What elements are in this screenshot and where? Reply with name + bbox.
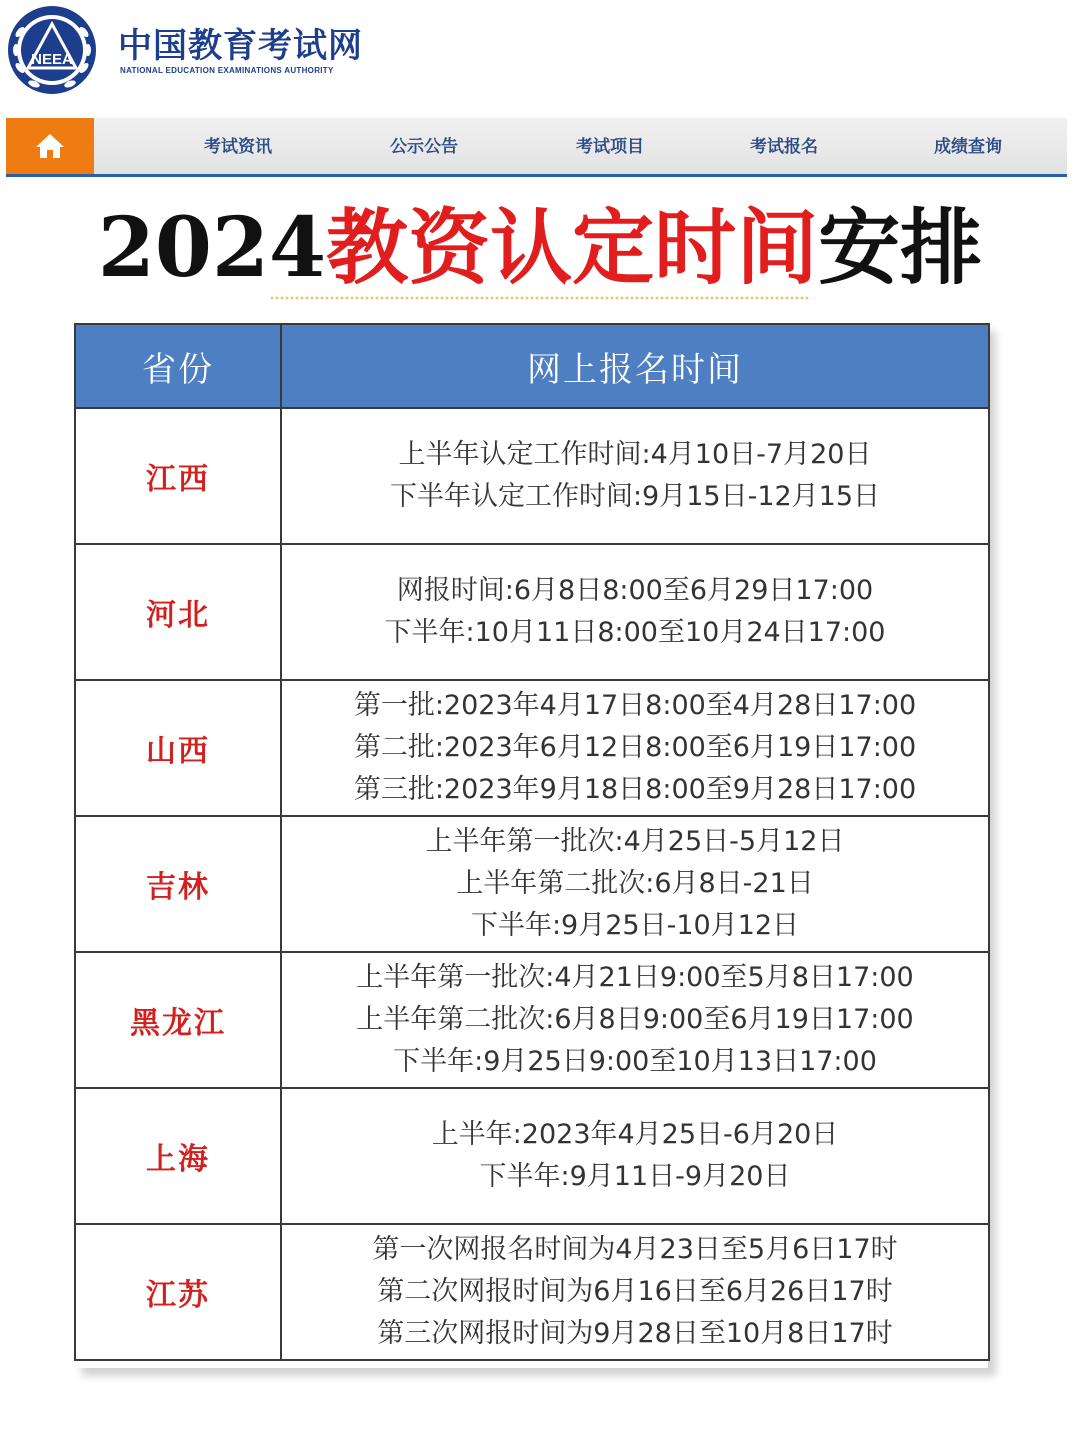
table-body [75, 408, 989, 1360]
province-cell: 吉林 [75, 816, 281, 952]
registration-time-cell [281, 816, 989, 952]
registration-time-cell [281, 1088, 989, 1224]
time-line: 下半年:9月25日-10月12日 [470, 910, 800, 941]
time-line: 下半年认定工作时间:9月15日-12月15日 [389, 481, 881, 512]
registration-time-cell [281, 680, 989, 816]
province-cell: 江苏 [75, 1224, 281, 1360]
time-line: 第一批:2023年4月17日8:00至4月28日17:00 [353, 690, 917, 721]
registration-time-cell [281, 408, 989, 544]
time-line: 第一次网报名时间为4月23日至5月6日17时 [372, 1234, 898, 1265]
title-year: 2024 [97, 200, 327, 296]
time-line: 上半年:2023年4月25日-6月20日 [431, 1119, 839, 1150]
schedule-table [74, 323, 990, 1361]
home-button[interactable] [6, 118, 94, 174]
time-line: 下半年:9月25日9:00至10月13日17:00 [393, 1046, 877, 1077]
nav-item-exam-news[interactable]: 考试资讯 [204, 137, 272, 157]
registration-time-cell [281, 544, 989, 680]
time-line: 第二次网报时间为6月16日至6月26日17时 [377, 1276, 893, 1307]
home-icon [35, 132, 65, 160]
province-cell: 江西 [75, 408, 281, 544]
table-header-row [75, 324, 989, 408]
time-line: 网报时间:6月8日8:00至6月29日17:00 [396, 575, 874, 606]
time-line: 第三次网报时间为9月28日至10月8日17时 [377, 1318, 893, 1349]
nav-item-exam-projects[interactable]: 考试项目 [576, 137, 644, 157]
table-row [75, 1088, 989, 1224]
title-underline [270, 296, 810, 300]
province-cell: 黑龙江 [75, 952, 281, 1088]
table-row [75, 408, 989, 544]
registration-time-cell [281, 1224, 989, 1360]
page-title [0, 198, 1080, 298]
site-name: 中国教育考试网 [118, 26, 363, 66]
table-row [75, 952, 989, 1088]
registration-time-cell [281, 952, 989, 1088]
time-line: 第三批:2023年9月18日8:00至9月28日17:00 [353, 774, 917, 805]
schedule-table-container [74, 323, 988, 1368]
table-row [75, 680, 989, 816]
title-highlight: 教资认定时间 [326, 200, 819, 296]
logo-text: NEEA [31, 51, 73, 68]
time-line: 下半年:9月11日-9月20日 [479, 1161, 791, 1192]
time-line: 上半年第一批次:4月25日-5月12日 [425, 826, 845, 857]
nav-item-announcements[interactable]: 公示公告 [390, 137, 458, 157]
time-line: 下半年:10月11日8:00至10月24日17:00 [384, 617, 886, 648]
site-name-en: NATIONAL EDUCATION EXAMINATIONS AUTHORITY [120, 66, 334, 75]
header-province: 省份 [75, 324, 281, 408]
title-suffix: 安排 [818, 200, 983, 296]
nav-item-exam-registration[interactable]: 考试报名 [750, 137, 818, 157]
header-registration-time: 网上报名时间 [281, 324, 989, 408]
province-cell: 上海 [75, 1088, 281, 1224]
time-line: 第二批:2023年6月12日8:00至6月19日17:00 [353, 732, 917, 763]
province-cell: 山西 [75, 680, 281, 816]
neea-logo [6, 4, 98, 96]
table-row [75, 1224, 989, 1360]
nav-item-score-query[interactable]: 成绩查询 [934, 137, 1002, 157]
table-row [75, 544, 989, 680]
time-line: 上半年第二批次:6月8日9:00至6月19日17:00 [356, 1004, 914, 1035]
province-cell: 河北 [75, 544, 281, 680]
table-row [75, 816, 989, 952]
nav-bar [6, 118, 1067, 177]
time-line: 上半年第二批次:6月8日-21日 [456, 868, 814, 899]
time-line: 上半年认定工作时间:4月10日-7月20日 [398, 439, 872, 470]
time-line: 上半年第一批次:4月21日9:00至5月8日17:00 [356, 962, 914, 993]
